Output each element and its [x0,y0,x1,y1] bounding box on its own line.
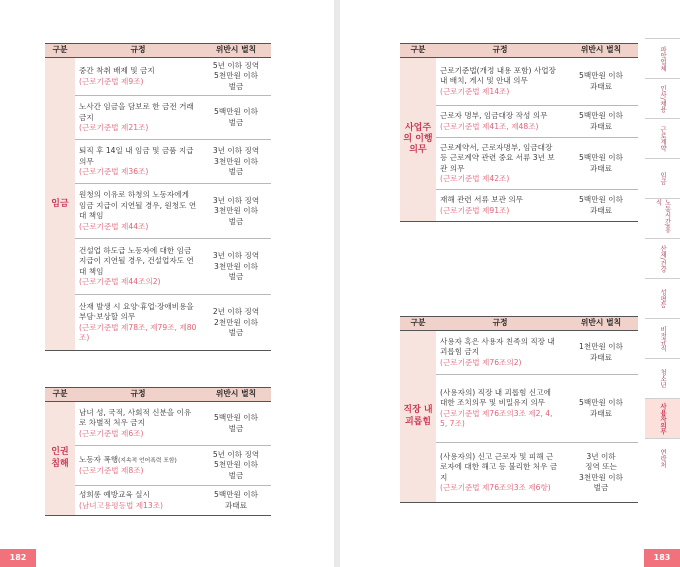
law-reference: (근로기준법 제9조) [79,76,144,86]
penalty-text: 5백만원 이하 벌금 [201,96,271,140]
penalty-text: 5백만원 이하 벌금 [201,402,271,446]
penalty-text: 3년 이하 징역 3천만원 이하 벌금 [201,140,271,184]
penalty-header: 위반시 벌칙 [201,388,271,402]
law-reference: (남녀고용평등법 제13조) [79,500,164,510]
category-header: 구분 [45,44,75,58]
tab-item[interactable]: 노동시간/휴식 [645,198,680,238]
table-row [45,402,271,446]
table-row [400,58,638,106]
law-reference: (근로기준법 제76조의3조 제6항) [440,482,551,492]
rule-text: 건설업 하도급 노동자에 대한 임금 지급이 지연될 경우, 건설업자도 연대 책임 [79,245,194,276]
penalty-text: 5백만원 이하 과태료 [564,58,638,106]
tab-item-active[interactable]: 사용자의무 [645,398,680,438]
rule-text: 노동자 폭행 [79,454,119,464]
penalty-text: 1천만원 이하 과태료 [564,331,638,375]
penalty-text: 2년 이하 징역 2천만원 이하 벌금 [201,295,271,351]
category-header: 구분 [400,317,436,331]
rule-text: 근로계약서, 근로자명부, 임금대장 등 근로계약 관련 중요 서류 3년 보관 의무 [440,142,555,173]
penalty-header: 위반시 벌칙 [564,317,638,331]
page-number-right: 183 [644,549,680,567]
category-cell: 직장 내 괴롭힘 [400,331,436,503]
law-reference: (근로기준법 제44조의2) [79,277,161,287]
table-row [45,446,271,486]
law-reference: (근로기준법 제8조) [79,465,144,475]
workplace-harassment-table [400,316,638,503]
wage-table [45,43,271,351]
law-reference: (근로기준법 제42조) [440,173,510,183]
rule-text: 산재 발생 시 요양·휴업·장애비용을 부담·보상할 의무 [79,301,194,322]
rule-header: 규정 [75,44,201,58]
table-row [45,295,271,351]
tab-item[interactable]: 임금 [645,158,680,198]
penalty-header: 위반시 벌칙 [564,44,638,58]
rule-text: (사용자의) 신고 근로자 및 피해 근로자에 대한 해고 등 불리한 처우 금지 [440,451,558,482]
tab-item[interactable]: 파악업체 [645,38,680,78]
rule-text: 중간 착취 배제 및 금지 [79,66,155,76]
category-cell: 사업주의 이행 의무 [400,58,436,222]
penalty-header: 위반시 벌칙 [201,44,271,58]
law-reference: (근로기준법 제6조) [79,428,144,438]
penalty-text: 3년 이하 징역 또는 3천만원 이하 벌금 [564,443,638,503]
category-cell: 임금 [45,58,75,351]
penalty-text: 3년 이하 징역 3천만원 이하 벌금 [201,239,271,295]
law-reference: (근로기준법 제76조의3조 제2, 4, 5, 7조) [440,408,553,428]
law-reference: (근로기준법 제44조) [79,221,149,231]
rule-header: 규정 [436,317,564,331]
rule-text: (사용자의) 직장 내 괴롭힘 신고에 대한 조치의무 및 비밀유지 의무 [440,387,551,408]
tab-item[interactable]: 근로계약 [645,118,680,158]
page-number-left: 182 [0,549,36,567]
penalty-text: 5년 이하 징역 5천만원 이하 벌금 [201,446,271,486]
table-row [400,443,638,503]
penalty-text: 5백만원 이하 과태료 [201,486,271,516]
rule-header: 규정 [436,44,564,58]
law-reference: (근로기준법 제36조) [79,167,149,177]
table-row [45,184,271,239]
rule-note: (지속적 언어폭력 포함) [118,457,177,464]
rule-text: 성희롱 예방교육 실시 [79,490,150,500]
table-row [45,58,271,96]
tab-item[interactable]: 산재/건강 [645,238,680,278]
tab-item[interactable]: 연락처 [645,438,680,478]
chapter-tabs [645,38,680,478]
rule-header: 규정 [75,388,201,402]
rule-text: 사용자 혹은 사용자 친족의 직장 내 괴롭힘 금지 [440,336,555,357]
law-reference: (근로기준법 제41조, 제48조) [440,121,539,131]
rule-text: 노사간 임금을 담보로 한 금전 거래 금지 [79,102,194,122]
category-header: 구분 [45,388,75,402]
tab-item[interactable]: 인사/채용 [645,78,680,118]
penalty-text: 5백만원 이하 과태료 [564,375,638,443]
law-reference: (근로기준법 제78조, 제79조, 제80조) [79,322,197,343]
table-row [45,96,271,140]
category-cell: 인권침해 [45,402,75,516]
penalty-text: 5백만원 이하 과태료 [564,190,638,222]
left-page [0,0,334,567]
law-reference: (근로기준법 제76조의2) [440,357,522,367]
penalty-text: 5백만원 이하 과태료 [564,106,638,138]
law-reference: (근로기준법 제91조) [440,205,510,215]
law-reference: (근로기준법 제14조) [440,86,510,96]
tab-item[interactable]: 비정규직 [645,318,680,358]
rule-text: 남녀 성, 국적, 사회적 신분을 이유로 차별적 처우 금지 [79,407,192,428]
law-reference: (근로기준법 제21조) [79,123,149,133]
table-row [45,486,271,516]
rule-text: 퇴직 후 14일 내 임금 및 금품 지급 의무 [79,146,194,166]
table-row [400,331,638,375]
table-row [45,239,271,295]
rule-text: 재해 관련 서류 보관 의무 [440,195,524,205]
rule-text: 근로자 명부, 임금대장 작성 의무 [440,111,548,121]
tab-item[interactable]: 성평등 [645,278,680,318]
table-row [45,140,271,184]
penalty-text: 5백만원 이하 과태료 [564,138,638,190]
rule-text: 근로기준법(개정 내용 포함) 사업장 내 배치, 게시 및 안내 의무 [440,65,556,86]
table-row [400,375,638,443]
employer-duty-table [400,43,638,222]
right-page [340,0,680,567]
rule-text: 원청의 이유로 하청의 노동자에게 임금 지급이 지연될 경우, 원청도 연대 책임 [79,190,197,221]
penalty-text: 3년 이하 징역 3천만원 이하 벌금 [201,184,271,239]
category-header: 구분 [400,44,436,58]
table-row [400,106,638,138]
tab-item[interactable]: 청소년 [645,358,680,398]
human-rights-table [45,387,271,516]
table-row [400,138,638,190]
penalty-text: 5년 이하 징역 5천만원 이하 벌금 [201,58,271,96]
table-row [400,190,638,222]
